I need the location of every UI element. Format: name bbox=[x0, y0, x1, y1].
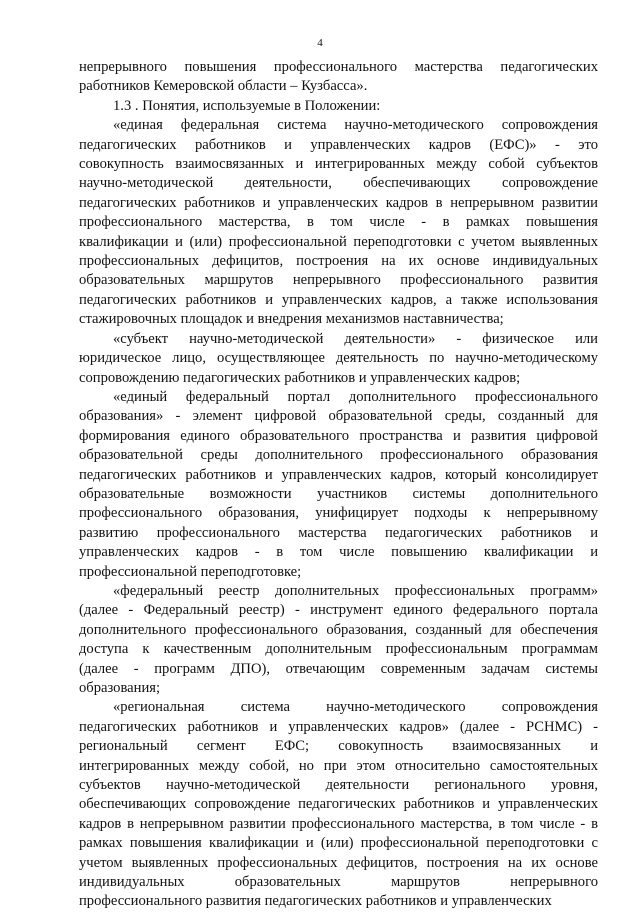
text-line: сопровождению педагогических работников и управленческих кадров; bbox=[79, 369, 521, 386]
paragraph bbox=[79, 116, 598, 329]
text-line: «единая федеральная система научно-методического сопровождения bbox=[113, 117, 598, 134]
text-line: педагогических работников и управленческих кадров, а также использования bbox=[79, 291, 598, 308]
document-body bbox=[79, 58, 598, 912]
text-line: профессиональной переподготовке; bbox=[79, 563, 302, 580]
text-line: образования» - элемент цифровой образовательной среды, созданный для bbox=[79, 408, 598, 425]
text-line: профессионального развития педагогических работников и управленческих bbox=[79, 893, 552, 910]
text-line: научно-методической деятельности, обеспечивающих сопровождение bbox=[79, 175, 598, 192]
text-line: кадров в непрерывном развитии профессионального мастерства, в том числе - в bbox=[79, 815, 598, 832]
text-line: учетом выявленных профессиональных дефицитов, построения на их основе bbox=[79, 854, 598, 871]
text-line: образования; bbox=[79, 680, 161, 696]
text-line: образовательные возможности участников системы дополнительного bbox=[79, 485, 598, 502]
text-line: педагогических работников и управленческих кадров в непрерывном развитии bbox=[79, 194, 598, 211]
text-line: совокупность взаимосвязанных и интегрированных между собой субъектов bbox=[79, 156, 598, 173]
text-line: педагогических работников и управленческих кадров, который консолидирует bbox=[79, 466, 598, 483]
text-line: формирования единого образовательного пространства и развития цифровой bbox=[79, 427, 598, 444]
text-line: работников Кемеровской области – Кузбасса». bbox=[79, 78, 368, 95]
text-line: «субъект научно-методической деятельности» - физическое или bbox=[113, 330, 598, 347]
text-line: педагогических работников и управленческих кадров» (далее - РСНМС) - bbox=[79, 718, 598, 735]
paragraph bbox=[79, 388, 598, 582]
text-line: профессионального мастерства, в том числе - в рамках повышения bbox=[79, 214, 598, 231]
paragraph bbox=[79, 698, 598, 911]
text-line: юридическое лицо, осуществляющее деятельность по научно-методическому bbox=[79, 350, 598, 367]
text-line: управленческих кадров - в том числе повышению квалификации и bbox=[79, 544, 598, 561]
text-line: развитию профессионального мастерства педагогических работников и bbox=[79, 524, 598, 541]
paragraph bbox=[79, 97, 598, 116]
text-line: региональный сегмент ЕФС; совокупность взаимосвязанных и bbox=[79, 738, 598, 755]
page-number: 4 bbox=[317, 37, 323, 49]
text-line: образовательных маршрутов непрерывного профессионального развития bbox=[79, 272, 598, 289]
text-line: (далее - программ ДПО), отвечающим современным задачам системы bbox=[79, 660, 598, 677]
text-line: (далее - Федеральный реестр) - инструмент единого федерального портала bbox=[79, 602, 598, 619]
text-line: «региональная система научно-методического сопровождения bbox=[113, 699, 598, 716]
text-line: профессиональных дефицитов, построения на их основе индивидуальных bbox=[79, 253, 598, 270]
text-line: индивидуальных образовательных маршрутов непрерывного bbox=[79, 874, 598, 891]
text-line: субъектов научно-методической деятельности регионального уровня, bbox=[79, 777, 598, 794]
paragraph bbox=[79, 58, 598, 97]
text-line: «федеральный реестр дополнительных профессиональных программ» bbox=[113, 582, 598, 599]
text-line: непрерывного повышения профессионального мастерства педагогических bbox=[79, 59, 598, 75]
paragraph bbox=[79, 330, 598, 388]
text-line: доступа к качественным дополнительным профессиональным программам bbox=[79, 641, 598, 658]
text-line: 1.3 . Понятия, используемые в Положении: bbox=[113, 97, 381, 114]
text-line: квалификации и (или) профессиональной переподготовки с учетом выявленных bbox=[79, 233, 598, 250]
text-line: стажировочных площадок и внедрения механизмов наставничества; bbox=[79, 311, 504, 328]
text-line: образовательной среды дополнительного профессионального образования bbox=[79, 447, 598, 464]
text-line: обеспечивающих сопровождение педагогических работников и управленческих bbox=[79, 796, 598, 813]
text-line: рамках повышения квалификации и (или) профессиональной переподготовки с bbox=[79, 835, 598, 852]
text-line: «единый федеральный портал дополнительного профессионального bbox=[113, 388, 598, 405]
text-line: дополнительного профессионального образования, созданный для обеспечения bbox=[79, 621, 598, 638]
paragraph bbox=[79, 582, 598, 698]
text-line: педагогических работников и управленческих кадров (ЕФС)» - это bbox=[79, 136, 598, 153]
text-line: интегрированных между собой, но при этом относительно самостоятельных bbox=[79, 757, 598, 774]
text-line: профессионального образования, унифицирует подходы к непрерывному bbox=[79, 505, 598, 522]
